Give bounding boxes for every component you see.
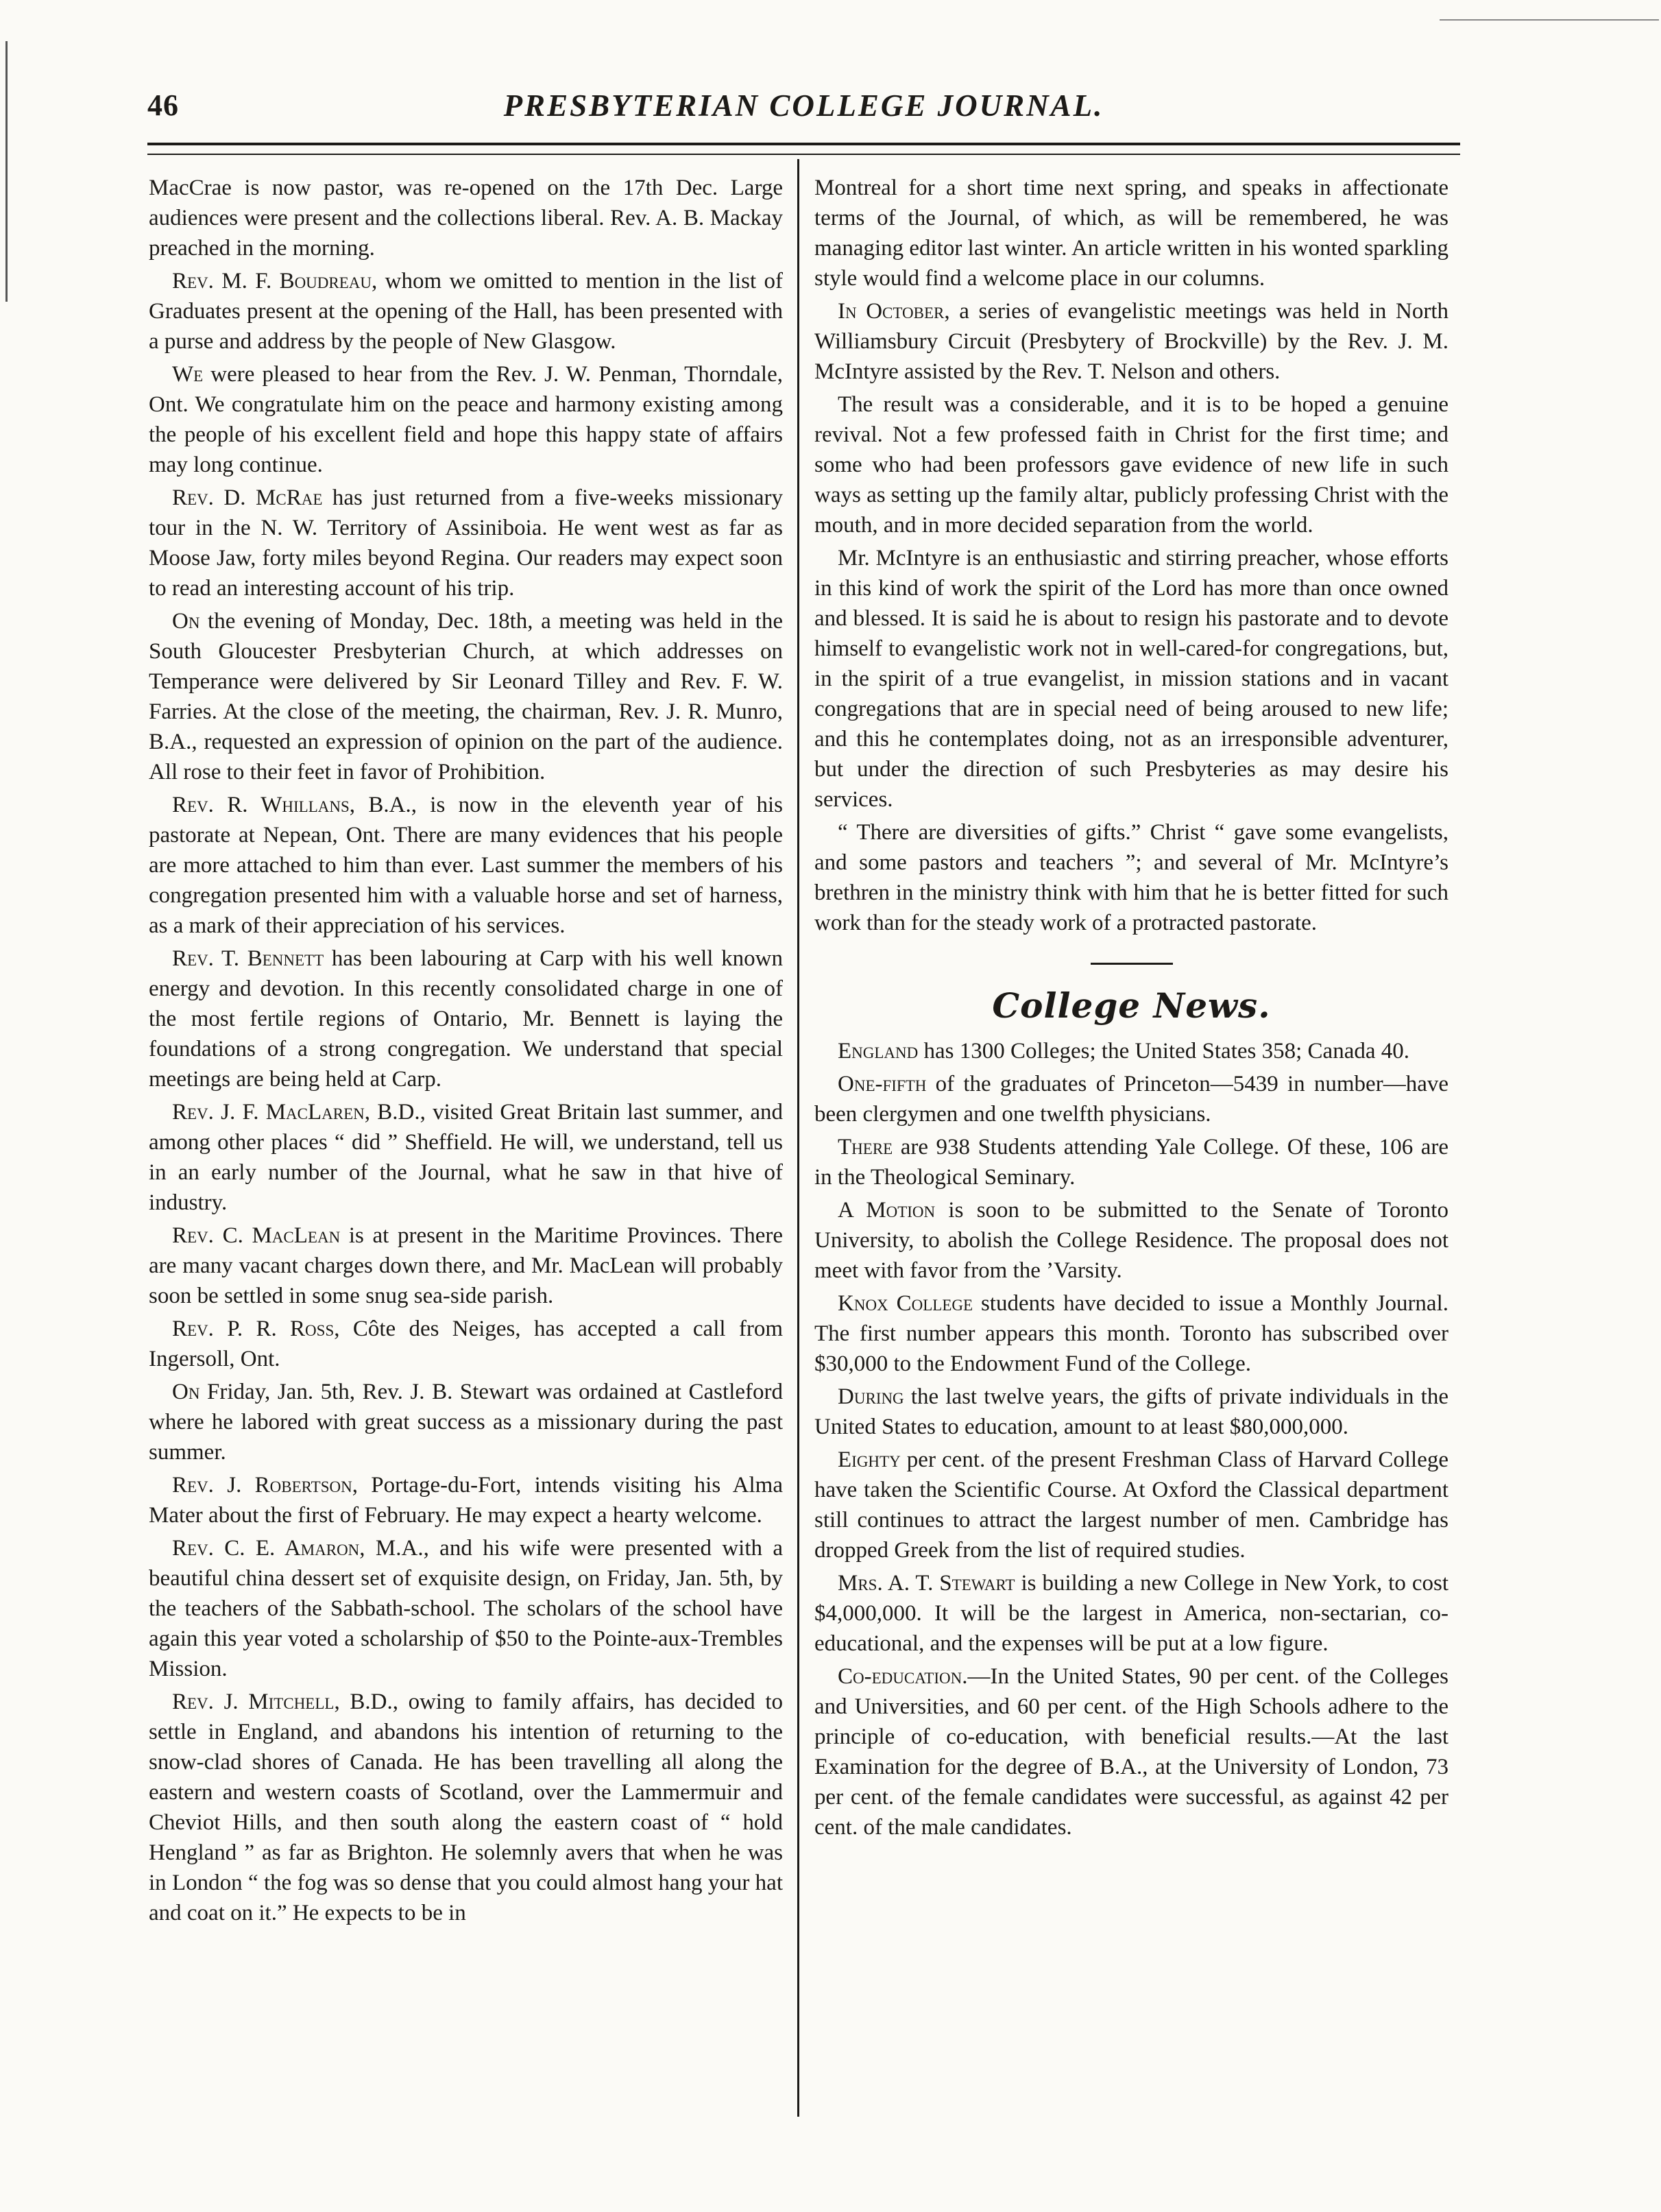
paragraph-text: The result was a considerable, and it is to be hoped a genuine revival. Not a few professed faith in Christ for the first time; and some who had been professors gave evidence of new life in such ways as setting up the family altar, publicly professing Christ with the mouth, and in more decided separation from the world. <box>814 392 1448 538</box>
news-item-text: has 1300 Colleges; the United States 358; Canada 40. <box>918 1039 1409 1063</box>
paragraph-lead: In October, <box>838 299 950 324</box>
paragraph-text: has been labouring at Carp with his well known energy and devotion. In this recently consolidated charge in one of the most fertile regions of Ontario, Mr. Bennett is laying the foundations of a strong congregation. We understand that special meetings are being held at Carp. <box>149 946 783 1092</box>
news-item-lead: Co-education. <box>838 1664 968 1689</box>
paragraph-lead: Rev. C. MacLean <box>172 1223 341 1248</box>
paragraph <box>149 1377 783 1467</box>
news-item <box>814 1661 1448 1842</box>
news-item-text: are 938 Students attending Yale College. Of these, 106 are in the Theological Seminary. <box>814 1135 1448 1190</box>
paragraph-lead: Rev. J. Robertson, <box>172 1473 358 1498</box>
college-news-heading: College News. <box>992 985 1271 1026</box>
paragraph-lead: Rev. T. Bennett <box>172 946 324 971</box>
paragraph-text: Portage-du-Fort, intends visiting his Alma Mater about the first of February. He may expect a hearty welcome. <box>149 1473 783 1528</box>
journal-title: PRESBYTERIAN COLLEGE JOURNAL. <box>503 88 1104 123</box>
right-column <box>814 173 1448 1845</box>
paragraph-text: “ There are diversities of gifts.” Christ “ gave some evangelists, and some pastors and teachers ”; and several of Mr. McIntyre’s brethren in the ministry think with him that he is better fitted for such work than for the steady work of a protracted pastorate. <box>814 820 1448 935</box>
news-item-text: —In the United States, 90 per cent. of the Colleges and Universities, and 60 per cent. of the High Schools adhere to the principle of co-education, with beneficial results.—At the last Examination for the degree of B.A., at the University of London, 73 per cent. of the female candidates were successful, as against 42 per cent. of the male candidates. <box>814 1664 1448 1840</box>
paragraph-text: were pleased to hear from the Rev. J. W. Penman, Thorndale, Ont. We congratulate him on the peace and harmony existing among the people of his excellent field and hope this happy state of affairs may long continue. <box>149 362 783 477</box>
paragraph <box>814 173 1448 293</box>
paragraph-text: Côte des Neiges, has accepted a call from Ingersoll, Ont. <box>149 1317 783 1371</box>
paragraph-text: whom we omitted to mention in the list of Graduates present at the opening of the Hall, has been presented with a purse and address by the people of New Glasgow. <box>149 269 783 354</box>
paragraph <box>814 296 1448 387</box>
news-item <box>814 1445 1448 1565</box>
paragraph-text: Montreal for a short time next spring, and speaks in affectionate terms of the Journal, of which, as will be remembered, he was managing editor last winter. An article written in his wonted sparkling style would find a welcome place in our columns. <box>814 176 1448 291</box>
section-rule <box>1091 963 1173 965</box>
news-item-lead: Mrs. A. T. Stewart <box>838 1571 1015 1596</box>
paragraph <box>149 606 783 787</box>
paragraph <box>814 389 1448 540</box>
news-item-text: of the graduates of Princeton—5439 in number—have been clergymen and one twelfth physicians. <box>814 1072 1448 1127</box>
paragraph <box>149 1314 783 1374</box>
scan-margin-line <box>5 41 8 302</box>
paragraph-text: is now in the eleventh year of his pastorate at Nepean, Ont. There are many evidences that his people are more attached to him than ever. Last summer the members of his congregation presented him with a valuable horse and set of harness, as a mark of their appreciation of his services. <box>149 793 783 938</box>
header-rule-thick <box>147 143 1460 145</box>
news-item <box>814 1382 1448 1442</box>
paragraph-lead: We <box>172 362 204 387</box>
paragraph-lead: Rev. R. Whillans, B.A., <box>172 793 417 817</box>
news-item <box>814 1132 1448 1192</box>
news-item-text: is soon to be submitted to the Senate of Toronto University, to abolish the College Residence. The proposal does not meet with favor from the ’Varsity. <box>814 1198 1448 1283</box>
news-item-text: is building a new College in New York, to cost $4,000,000. It will be the largest in America, non-sectarian, co-educational, and the expenses will be put at a low figure. <box>814 1571 1448 1656</box>
paragraph-text: the evening of Monday, Dec. 18th, a meeting was held in the South Gloucester Presbyterian Church, at which addresses on Temperance were delivered by Sir Leonard Tilley and Rev. F. W. Farries. At the close of the meeting, the chairman, Rev. J. R. Munro, B.A., requested an expression of opinion on the part of the audience. All rose to their feet in favor of Prohibition. <box>149 609 783 784</box>
paragraph <box>149 483 783 603</box>
paragraph-lead: Rev. C. E. Amaron, M.A., <box>172 1536 429 1561</box>
paragraph-lead: Rev. J. F. MacLaren, B.D., <box>172 1100 426 1125</box>
paragraph <box>149 943 783 1094</box>
paragraph <box>149 1470 783 1530</box>
news-item-text: the last twelve years, the gifts of private individuals in the United States to education, amount to at least $80,000,000. <box>814 1384 1448 1439</box>
paragraph-text: Friday, Jan. 5th, Rev. J. B. Stewart was ordained at Castleford where he labored with great success as a missionary during the past summer. <box>149 1380 783 1465</box>
paragraph-text: visited Great Britain last summer, and among other places “ did ” Sheffield. He will, we understand, tell us in an early number of the Journal, what he saw in that hive of industry. <box>149 1100 783 1215</box>
paragraph-text: MacCrae is now pastor, was re-opened on the 17th Dec. Large audiences were present and the collections liberal. Rev. A. B. Mackay preached in the morning. <box>149 176 783 261</box>
paragraph-text: owing to family affairs, has decided to settle in England, and abandons his intention of returning to the snow-clad shores of Canada. He has been travelling all along the eastern and western coasts of Scotland, over the Lammermuir and Cheviot Hills, and then south along the eastern coast of “ hold Hengland ” as far as Brighton. He solemnly avers that when he was in London “ the fog was so dense that you could almost hang your hat and coat on it.” He expects to be in <box>149 1690 783 1925</box>
paragraph <box>149 1221 783 1311</box>
news-item-lead: Eighty <box>838 1447 901 1472</box>
paragraph-lead: On <box>172 1380 200 1404</box>
news-item-lead: A Motion <box>838 1198 936 1223</box>
page-number: 46 <box>147 88 179 122</box>
news-item <box>814 1069 1448 1129</box>
news-item <box>814 1195 1448 1286</box>
left-column <box>149 173 783 1931</box>
paragraph-lead: Rev. M. F. Boudreau, <box>172 269 378 293</box>
paragraph <box>149 1097 783 1218</box>
news-item <box>814 1568 1448 1659</box>
news-item <box>814 1036 1448 1066</box>
news-item-lead: There <box>838 1135 893 1159</box>
paragraph <box>149 1687 783 1928</box>
news-item-text: students have decided to issue a Monthly Journal. The first number appears this month. Toronto has subscribed over $30,000 to the Endowment Fund of the College. <box>814 1291 1448 1376</box>
paragraph-lead: Rev. J. Mitchell, B.D., <box>172 1690 398 1714</box>
paragraph-text: Mr. McIntyre is an enthusiastic and stirring preacher, whose efforts in this kind of work the spirit of the Lord has more than once owned and blessed. It is said he is about to resign his pastorate and to devote himself to evangelistic work not in well-cared-for congregations, but, in the spirit of a true evangelist, in mission stations and in vacant congregations that are in special need of being aroused to new life; and this he contemplates doing, not as an irresponsible adventurer, but under the direction of such Presbyteries as may desire his services. <box>814 546 1448 812</box>
news-item-lead: England <box>838 1039 919 1063</box>
news-item-lead: During <box>838 1384 904 1409</box>
paragraph-text: has just returned from a five-weeks missionary tour in the N. W. Territory of Assiniboia. He went west as far as Moose Jaw, forty miles beyond Regina. Our readers may expect soon to read an interesting account of his trip. <box>149 485 783 601</box>
paragraph <box>814 543 1448 815</box>
paragraph <box>149 359 783 480</box>
news-item <box>814 1288 1448 1379</box>
paragraph <box>149 266 783 357</box>
news-item-text: per cent. of the present Freshman Class of Harvard College have taken the Scientific Course. At Oxford the Classical department still continues to attract the largest number of men. Cambridge has dropped Greek from the list of required studies. <box>814 1447 1448 1563</box>
paragraph <box>149 1533 783 1684</box>
paragraph-text: is at present in the Maritime Provinces. There are many vacant charges down there, and Mr. MacLean will probably soon be settled in some snug sea-side parish. <box>149 1223 783 1308</box>
news-item-lead: Knox College <box>838 1291 973 1316</box>
header-rule-thin <box>147 154 1460 155</box>
paragraph-lead: Rev. D. McRae <box>172 485 323 510</box>
column-divider <box>797 159 799 2117</box>
paragraph <box>814 817 1448 938</box>
page-header <box>147 88 1460 136</box>
paragraph-lead: On <box>172 609 200 634</box>
news-item-lead: One-fifth <box>838 1072 927 1096</box>
paragraph <box>149 790 783 941</box>
paragraph <box>149 173 783 263</box>
paragraph-lead: Rev. P. R. Ross, <box>172 1317 340 1341</box>
paragraph-text: and his wife were presented with a beautiful china dessert set of exquisite design, on Friday, Jan. 5th, by the teachers of the Sabbath-school. The scholars of the school have again this year voted a scholarship of $50 to the Pointe-aux-Trembles Mission. <box>149 1536 783 1681</box>
paragraph-text: a series of evangelistic meetings was held in North Williamsbury Circuit (Presbytery of Brockville) by the Rev. J. M. McIntyre assisted by the Rev. T. Nelson and others. <box>814 299 1449 384</box>
scan-corner-line <box>1440 19 1659 21</box>
